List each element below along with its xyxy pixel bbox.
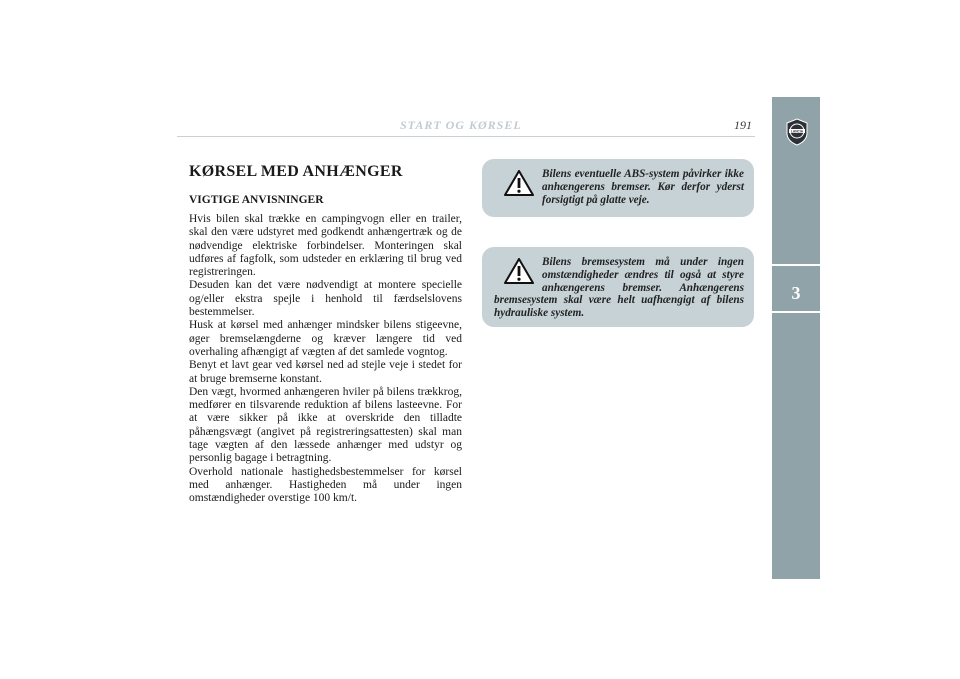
paragraph: Overhold nationale hastighedsbestemmelser for kørsel med anhænger. Hastigheden må under ingen omstændigheder overstige 100 km/t. bbox=[189, 465, 462, 505]
sub-heading: VIGTIGE ANVISNINGER bbox=[189, 194, 324, 206]
main-heading: KØRSEL MED ANHÆNGER bbox=[189, 163, 403, 180]
header-title: START OG KØRSEL bbox=[400, 118, 522, 132]
paragraph: Den vægt, hvormed anhængeren hviler på bilens trækkrog, medfører en tilsvarende reduktion af bilens lasteevne. For at være sikker på ikke at overskride den tilladte påhængsvægt (angivet på registreringsattesten) skal man tage vægten af den læssede anhænger med udstyr og personlig bagage i betragtning. bbox=[189, 385, 462, 465]
paragraph: Desuden kan det være nødvendigt at montere specielle og/eller ekstra spejle i henhold til færdselslovens bestemmelser. bbox=[189, 279, 462, 319]
warning-triangle-icon bbox=[504, 258, 534, 284]
lancia-logo-icon bbox=[785, 118, 809, 146]
warning-triangle-icon bbox=[504, 170, 534, 196]
warning-box-abs bbox=[482, 159, 754, 217]
paragraph: Husk at kørsel med anhænger mindsker bilens stigeevne, øger bremselængderne og kræver længere tid ved overhaling afhængigt af vægten af det samlede vogntog. bbox=[189, 319, 462, 358]
logo-text: LANCIA bbox=[790, 129, 804, 134]
chapter-side-tab bbox=[772, 97, 820, 579]
body-text bbox=[189, 213, 462, 506]
tab-divider-top bbox=[772, 264, 820, 266]
paragraph: Hvis bilen skal trække en campingvogn eller en trailer, skal den være udstyret med godkendt anhængertræk og de nødvendige elektriske forbindelser. Monteringen skal udføres af fagfolk, som udsteder en erklæring til brug ved registreringen. bbox=[189, 213, 462, 279]
page-number: 191 bbox=[734, 118, 752, 132]
chapter-number: 3 bbox=[791, 283, 801, 303]
tab-divider-bottom bbox=[772, 311, 820, 313]
warning-box-brakes bbox=[482, 247, 754, 327]
warning-text: Bilens eventuelle ABS-system påvirker ikke anhængerens bremser. Kør derfor yderst forsigtigt på glatte veje. bbox=[542, 168, 744, 206]
header-rule bbox=[177, 136, 755, 137]
paragraph: Benyt et lavt gear ved kørsel ned ad stejle veje i stedet for at bruge bremserne konstant. bbox=[189, 359, 462, 385]
warning-text: Bilens bremsesystem må under ingen omstændigheder ændres til også at styre anhængerens bremser. Anhængerens bremsesystem skal være helt uafhængigt af bilens hydrauliske system. bbox=[494, 256, 744, 320]
